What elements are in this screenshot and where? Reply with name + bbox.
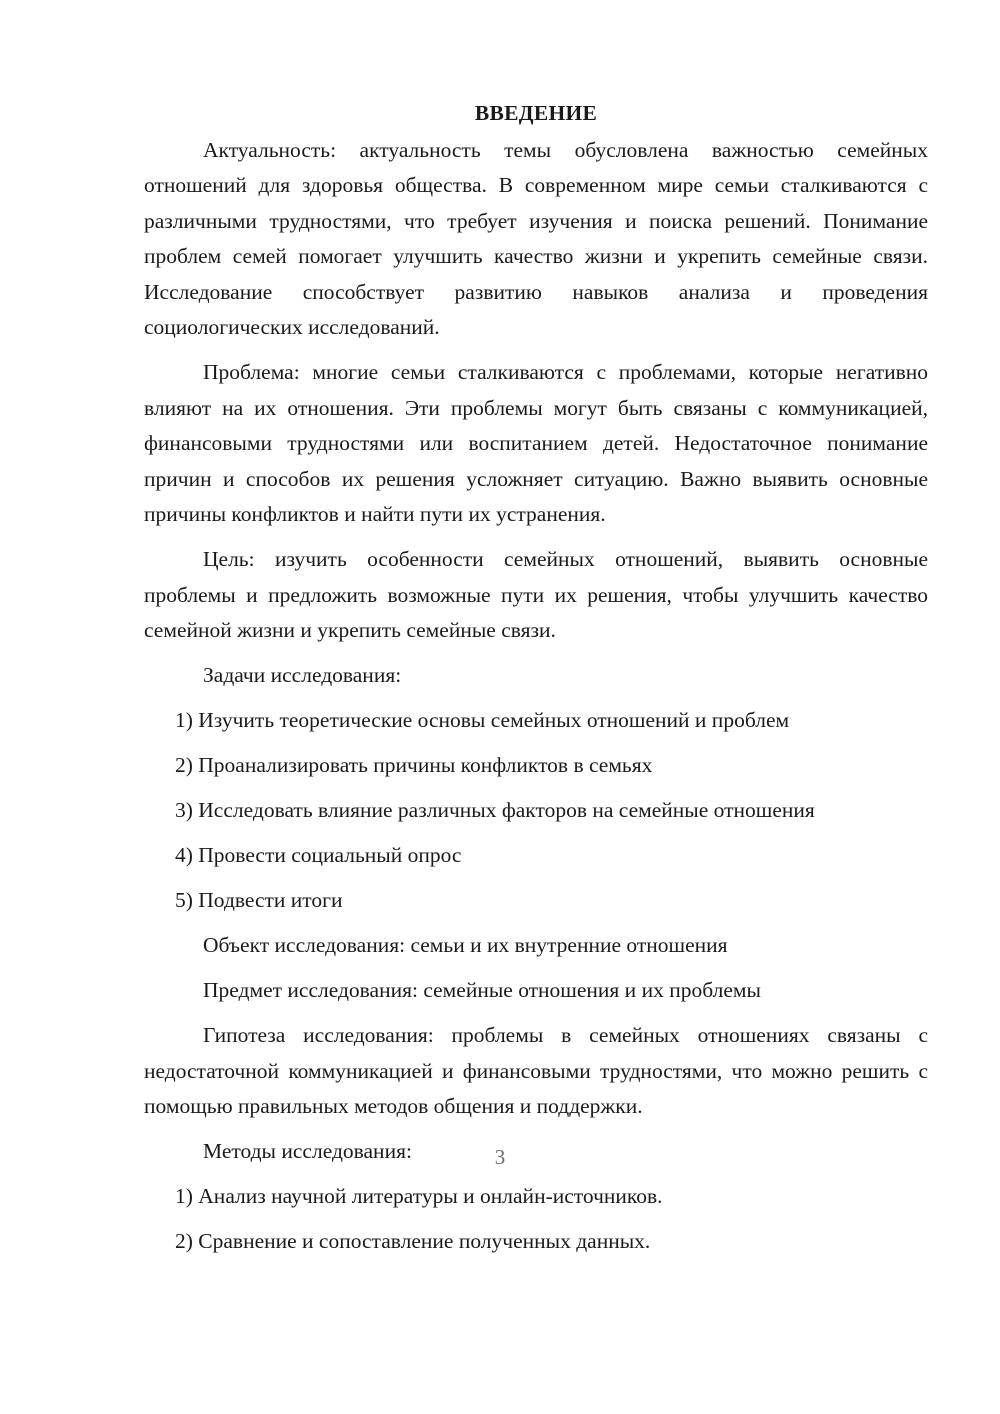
hypothesis-paragraph: Гипотеза исследования: проблемы в семейных отношениях связаны с недостаточной коммуникацией и финансовыми трудностями, что можно решить с помощью правильных методов общения и поддержки. [144, 1023, 928, 1118]
task-item: 1) Изучить теоретические основы семейных отношений и проблем [175, 708, 790, 732]
section-title: ВВЕДЕНИЕ [474, 101, 598, 125]
research-object: Объект исследования: семьи и их внутренние отношения [203, 933, 728, 957]
method-item: 2) Сравнение и сопоставление полученных данных. [175, 1229, 651, 1253]
method-item: 1) Анализ научной литературы и онлайн-источников. [175, 1184, 663, 1208]
page-number: 3 [494, 1145, 506, 1169]
task-item: 2) Проанализировать причины конфликтов в семьях [175, 753, 653, 777]
goal-paragraph: Цель: изучить особенности семейных отношений, выявить основные проблемы и предложить возможные пути их решения, чтобы улучшить качество семейной жизни и укрепить семейные связи. [144, 547, 928, 642]
task-item: 4) Провести социальный опрос [175, 843, 462, 867]
tasks-heading: Задачи исследования: [203, 663, 402, 687]
methods-heading: Методы исследования: [203, 1139, 412, 1163]
task-item: 3) Исследовать влияние различных факторов на семейные отношения [175, 798, 815, 822]
problem-paragraph: Проблема: многие семьи сталкиваются с проблемами, которые негативно влияют на их отношения. Эти проблемы могут быть связаны с коммуникацией, финансовыми трудностями или воспитанием детей. Недостаточное понимание причин и способов их решения усложняет ситуацию. Важно выявить основные причины конфликтов и найти пути их устранения. [144, 360, 928, 526]
research-subject: Предмет исследования: семейные отношения и их проблемы [203, 978, 761, 1002]
task-item: 5) Подвести итоги [175, 888, 343, 912]
relevance-paragraph: Актуальность: актуальность темы обусловлена важностью семейных отношений для здоровья общества. В современном мире семьи сталкиваются с различными трудностями, что требует изучения и поиска решений. Понимание проблем семей помогает улучшить качество жизни и укрепить семейные связи. Исследование способствует развитию навыков анализа и проведения социологических исследований. [144, 137, 928, 339]
document-page [144, 96, 928, 1269]
